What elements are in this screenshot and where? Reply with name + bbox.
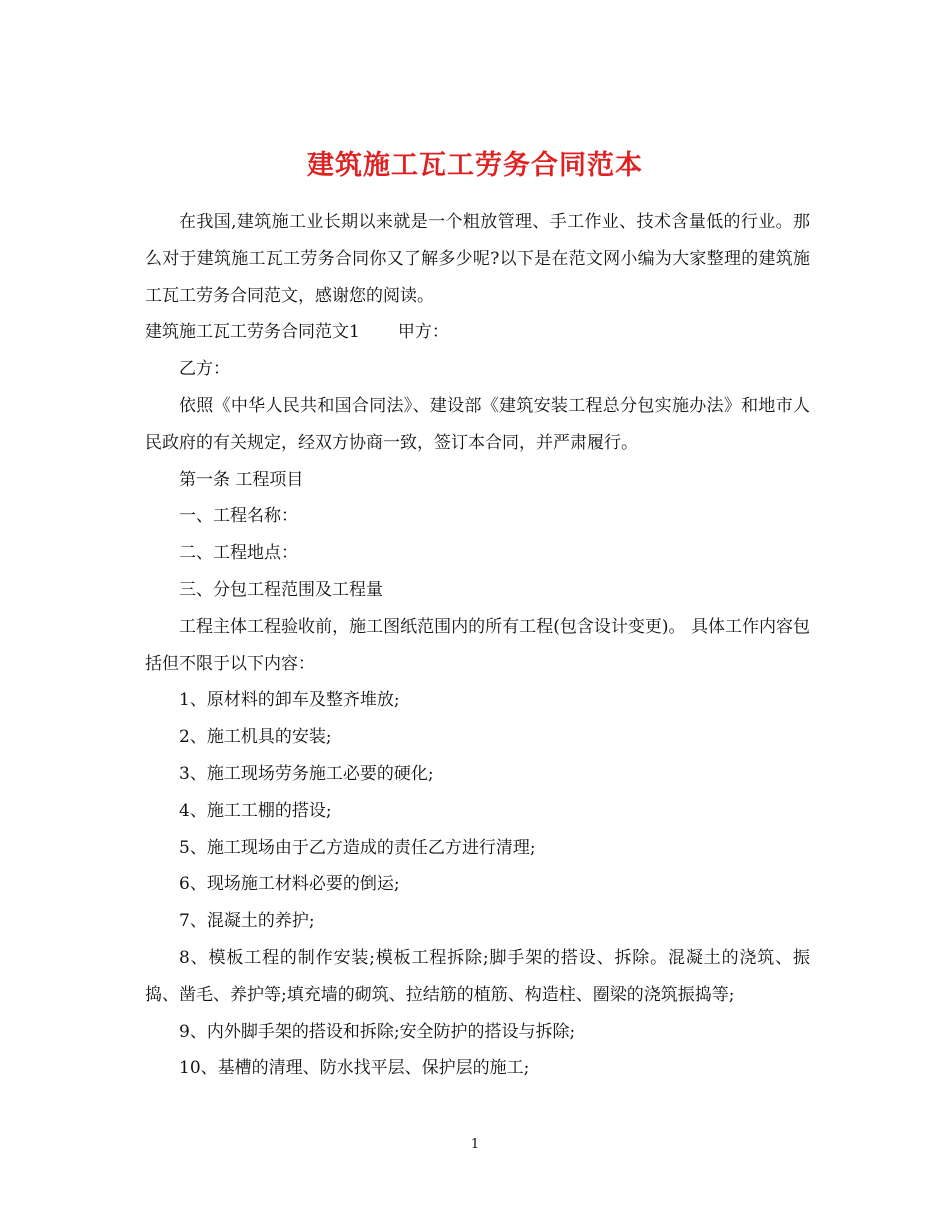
scope-description-paragraph: 工程主体工程验收前，施工图纸范围内的所有工程(包含设计变更)。 具体工作内容包括但不限于以下内容：: [145, 616, 810, 674]
intro-paragraph: 在我国,建筑施工业长期以来就是一个粗放管理、手工作业、技术含量低的行业。那么对于建筑施工瓦工劳务合同你又了解多少呢?以下是在范文网小编为大家整理的建筑施工瓦工劳务合同范文，感谢您的阅读。: [145, 212, 810, 306]
project-location-item: 二、工程地点：: [179, 543, 298, 564]
work-item: 4、施工工棚的搭设;: [179, 800, 332, 821]
work-item: 5、施工现场由于乙方造成的责任乙方进行清理;: [179, 837, 536, 858]
party-a-label: 甲方：: [397, 322, 449, 343]
work-item: 2、施工机具的安装;: [179, 727, 332, 748]
contract-heading: 建筑施工瓦工劳务合同范文1: [145, 322, 360, 343]
work-item: 9、内外脚手架的搭设和拆除;安全防护的搭设与拆除;: [179, 1021, 576, 1042]
legal-basis-paragraph: 依照《中华人民共和国合同法》、建设部《建筑安装工程总分包实施办法》和地市人民政府的有关规定，经双方协商一致，签订本合同，并严肃履行。: [145, 395, 810, 453]
work-item: 6、现场施工材料必要的倒运;: [179, 874, 400, 895]
project-name-item: 一、工程名称：: [179, 506, 298, 527]
article-one-heading: 第一条 工程项目: [179, 469, 304, 490]
work-item: 1、原材料的卸车及整齐堆放;: [179, 690, 400, 711]
work-item: 10、基槽的清理、防水找平层、保护层的施工;: [179, 1058, 530, 1079]
page-number: 1: [470, 1137, 480, 1152]
party-b-label: 乙方：: [179, 359, 230, 380]
document-body: [145, 204, 810, 1087]
work-item: 7、混凝土的养护;: [179, 911, 315, 932]
work-item: 3、施工现场劳务施工必要的硬化;: [179, 763, 434, 784]
project-scope-item: 三、分包工程范围及工程量: [179, 579, 383, 600]
document-title: 建筑施工瓦工劳务合同范本: [307, 150, 643, 182]
contract-heading-line: [145, 314, 810, 351]
work-item: 8、模板工程的制作安装;模板工程拆除;脚手架的搭设、拆除。混凝土的浇筑、振捣、凿毛、养护等;填充墙的砌筑、拉结筋的植筋、构造柱、圈梁的浇筑振捣等;: [145, 947, 810, 1005]
